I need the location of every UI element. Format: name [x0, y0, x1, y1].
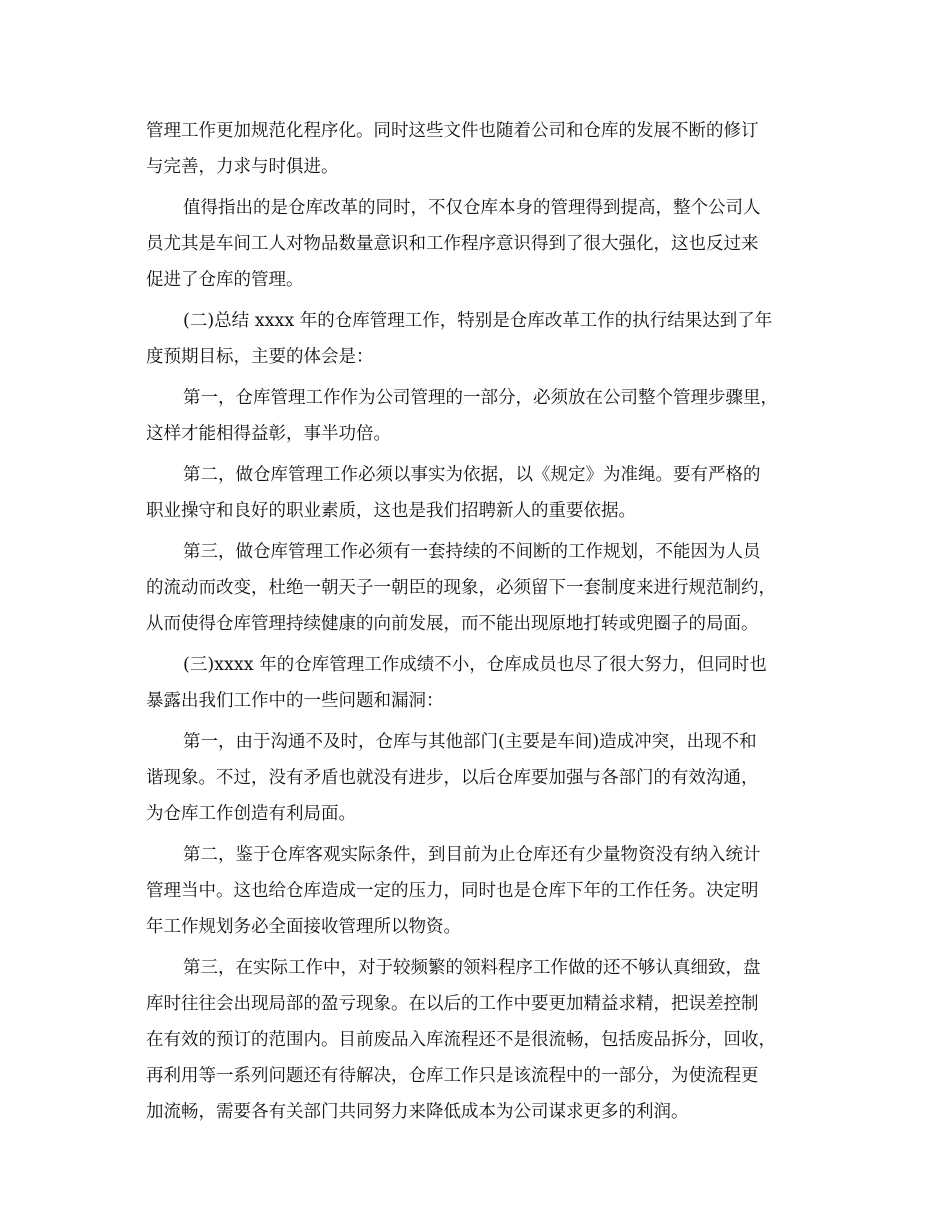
paragraph-line: (二)总结 xxxx 年的仓库管理工作，特别是仓库改革工作的执行结果达到了年 [183, 311, 773, 331]
paragraph-line: 为仓库工作创造有利局面。 [146, 804, 356, 824]
paragraph-line: 库时往往会出现局部的盈亏现象。在以后的工作中要更加精益求精，把误差控制 [146, 994, 759, 1014]
paragraph [146, 190, 806, 298]
paragraph [146, 534, 806, 642]
paragraph-line: 管理工作更加规范化程序化。同时这些文件也随着公司和仓库的发展不断的修订 [146, 121, 759, 141]
paragraph-line: 职业操守和良好的职业素质，这也是我们招聘新人的重要依据。 [146, 501, 636, 521]
paragraph-line: 与完善，力求与时俱进。 [146, 157, 339, 177]
paragraph-line: 这样才能相得益彰，事半功倍。 [146, 424, 391, 444]
paragraph [146, 724, 806, 832]
paragraph-line: 暴露出我们工作中的一些问题和漏洞： [146, 691, 444, 711]
paragraph-line: 第一，由于沟通不及时，仓库与其他部门(主要是车间)造成冲突，出现不和 [183, 732, 757, 752]
paragraph [146, 647, 806, 719]
paragraph-line: 促进了仓库的管理。 [146, 270, 304, 290]
paragraph-line: 从而使得仓库管理持续健康的向前发展，而不能出现原地打转或兜圈子的局面。 [146, 614, 759, 634]
paragraph-line: 的流动而改变，杜绝一朝天子一朝臣的现象，必须留下一套制度来进行规范制约， [146, 578, 776, 598]
paragraph-line: 度预期目标，主要的体会是： [146, 347, 374, 367]
paragraph [146, 303, 806, 375]
paragraph-line: 值得指出的是仓库改革的同时，不仅仓库本身的管理得到提高，整个公司人 [183, 198, 761, 218]
paragraph-line: 第一，仓库管理工作作为公司管理的一部分，必须放在公司整个管理步骤里， [183, 388, 778, 408]
paragraph-line: 员尤其是车间工人对物品数量意识和工作程序意识得到了很大强化，这也反过来 [146, 234, 759, 254]
paragraph-line: 第三，做仓库管理工作必须有一套持续的不间断的工作规划，不能因为人员 [183, 542, 761, 562]
paragraph [146, 950, 806, 1130]
paragraph-line: 加流畅，需要各有关部门共同努力来降低成本为公司谋求更多的利润。 [146, 1102, 689, 1122]
paragraph-line: (三)xxxx 年的仓库管理工作成绩不小，仓库成员也尽了很大努力，但同时也 [183, 655, 767, 675]
paragraph [146, 457, 806, 529]
paragraph [146, 113, 806, 185]
paragraph-line: 再利用等一系列问题还有待解决，仓库工作只是该流程中的一部分，为使流程更 [146, 1066, 759, 1086]
paragraph-line: 第二，做仓库管理工作必须以事实为依据，以《规定》为准绳。要有严格的 [183, 465, 761, 485]
paragraph-line: 在有效的预订的范围内。目前废品入库流程还不是很流畅，包括废品拆分，回收， [146, 1030, 776, 1050]
paragraph-line: 年工作规划务必全面接收管理所以物资。 [146, 917, 461, 937]
paragraph-line: 管理当中。这也给仓库造成一定的压力，同时也是仓库下年的工作任务。决定明 [146, 881, 759, 901]
paragraph-line: 第三，在实际工作中，对于较频繁的领料程序工作做的还不够认真细致，盘 [183, 958, 761, 978]
paragraph-line: 第二，鉴于仓库客观实际条件，到目前为止仓库还有少量物资没有纳入统计 [183, 845, 761, 865]
paragraph [146, 837, 806, 945]
paragraph-line: 谐现象。不过，没有矛盾也就没有进步，以后仓库要加强与各部门的有效沟通， [146, 768, 759, 788]
document-body [146, 113, 806, 1135]
paragraph [146, 380, 806, 452]
